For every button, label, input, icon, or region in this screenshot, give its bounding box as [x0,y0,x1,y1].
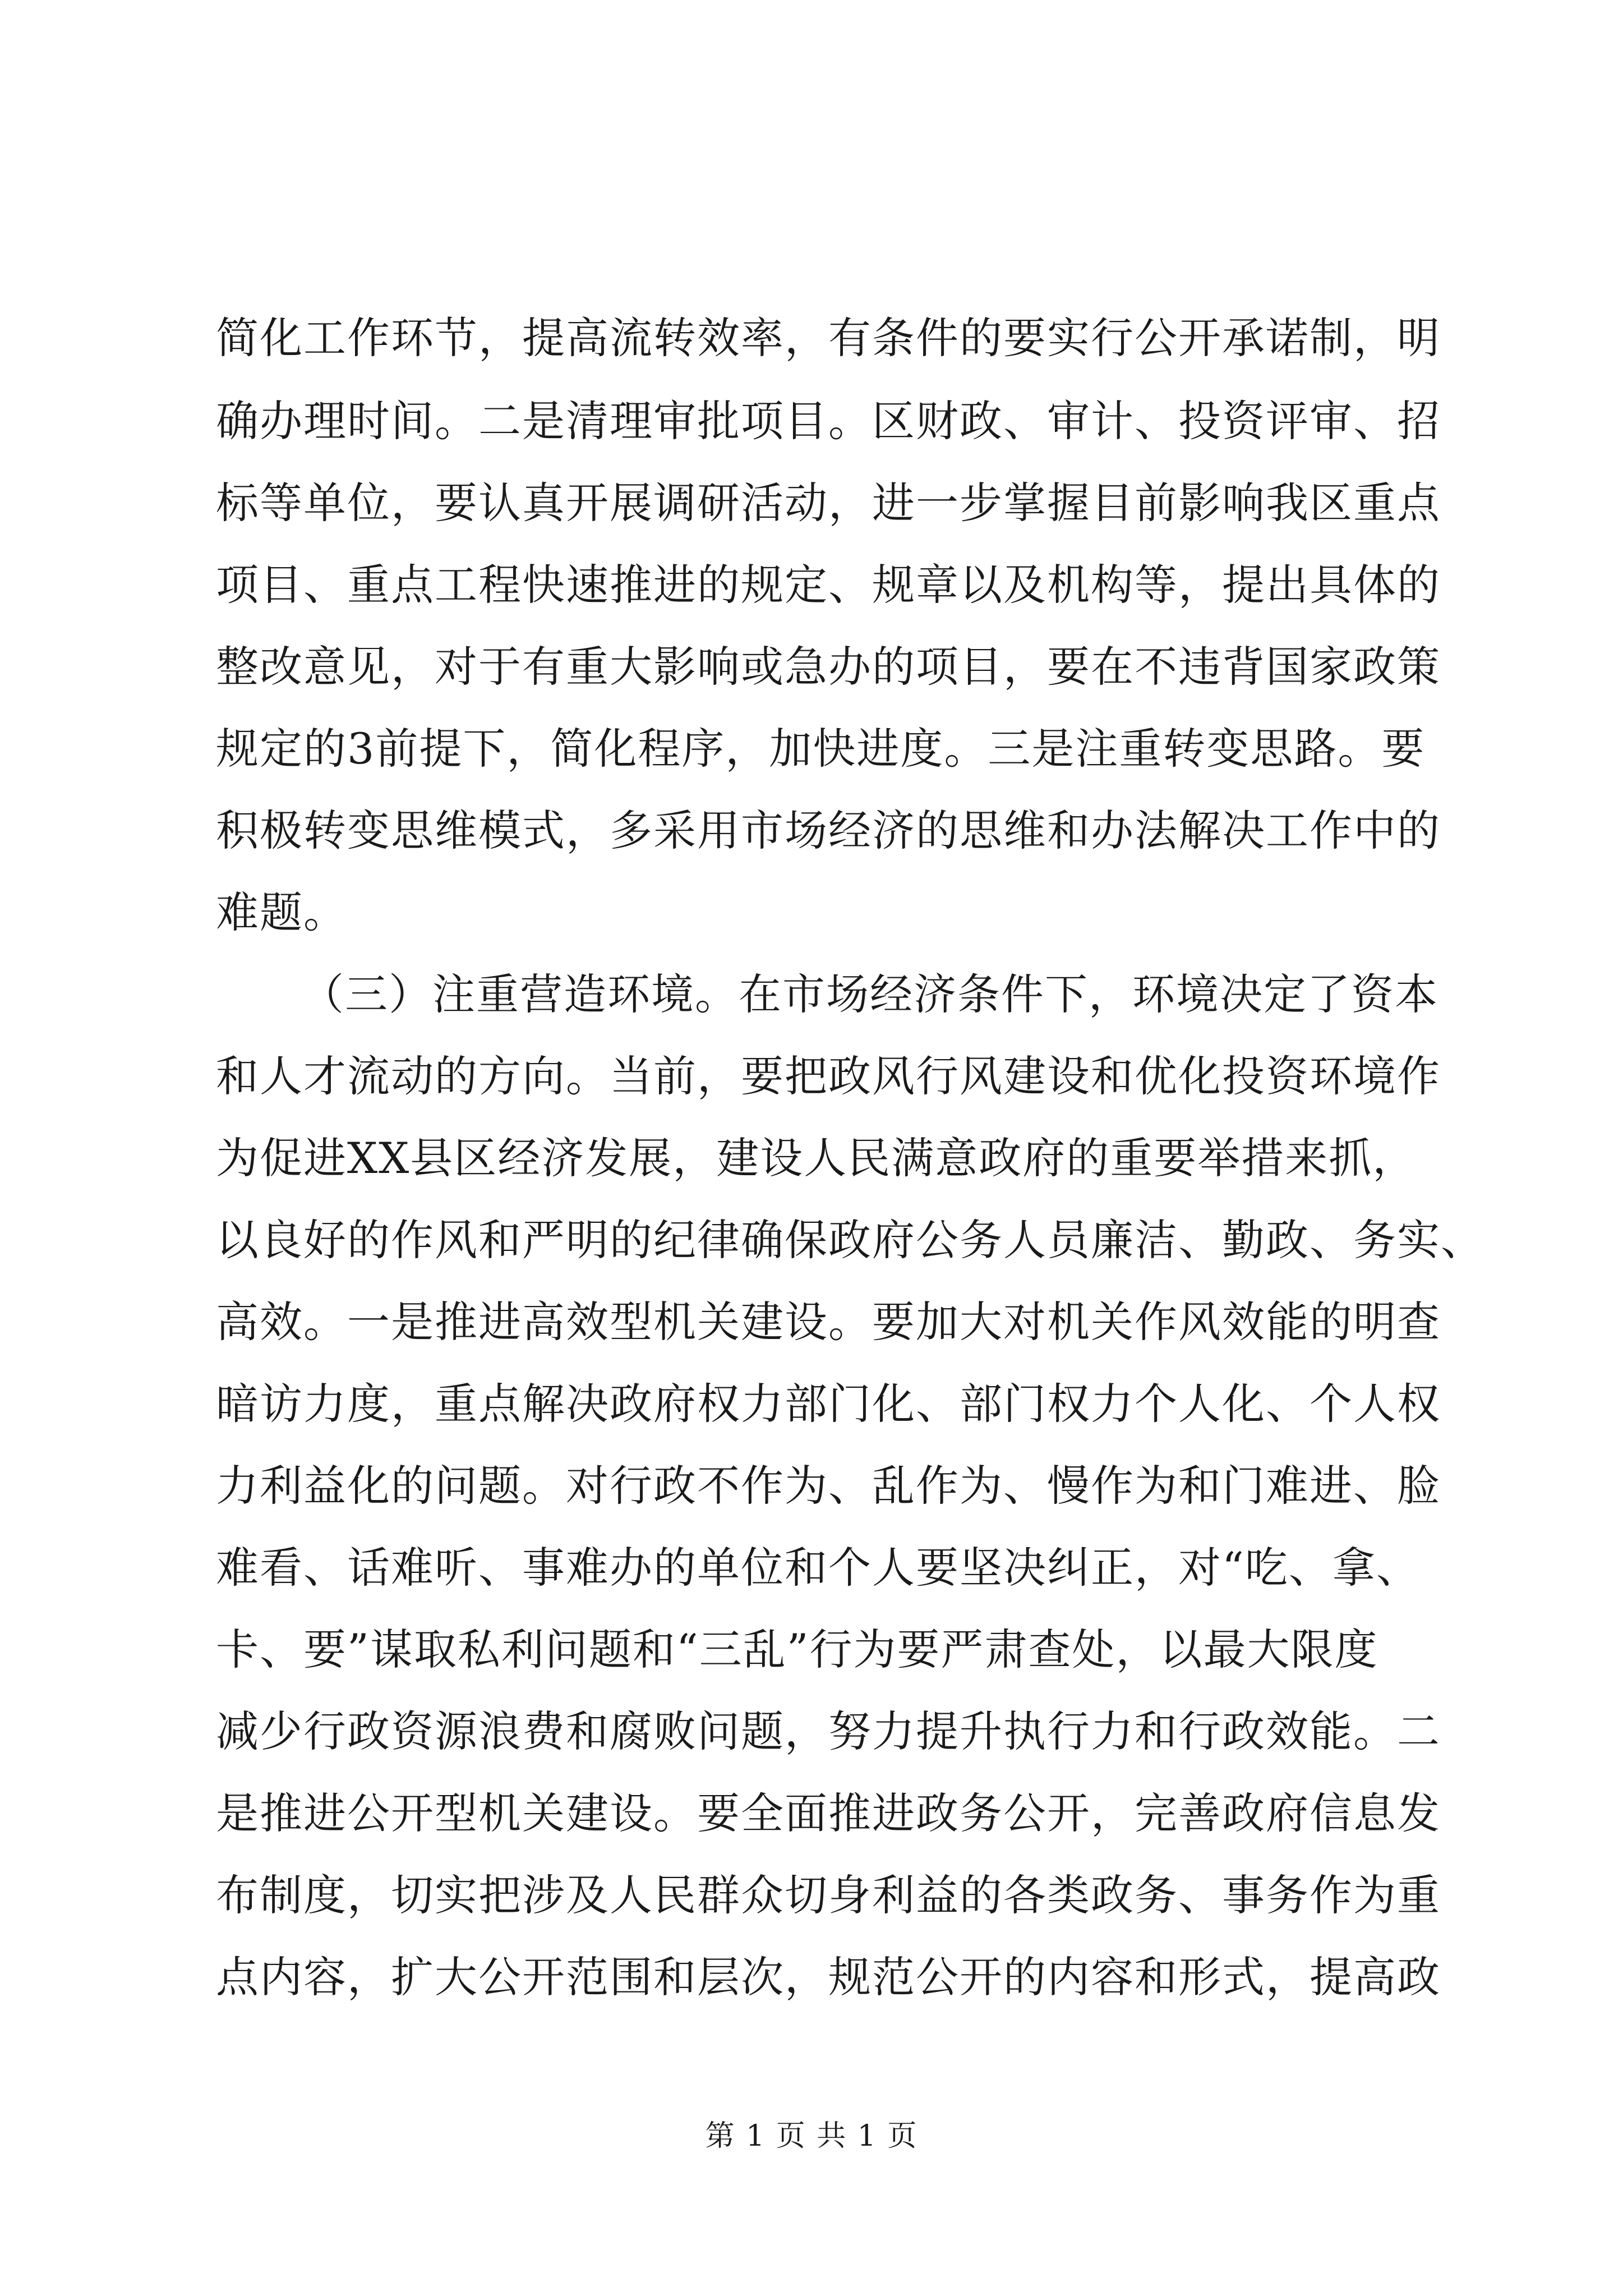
text-line: 和人才流动的方向。当前，要把政风行风建设和优化投资环境作 [216,1051,1441,1101]
text-line: 项目、重点工程快速推进的规定、规章以及机构等，提出具体的 [216,560,1441,610]
text-line: 难题。 [216,887,347,937]
text-line: 卡、要”谋取私利问题和“三乱”行为要严肃查处，以最大限度 [216,1625,1378,1674]
text-line: 点内容，扩大公开范围和层次，规范公开的内容和形式，提高政 [216,1952,1441,2002]
text-line: 规定的3前提下，简化程序，加快进度。三是注重转变思路。要 [216,724,1426,774]
text-line: 标等单位，要认真开展调研活动，进一步掌握目前影响我区重点 [216,478,1441,528]
paragraph-start-line: （三）注重营造环境。在市场经济条件下，环境决定了资本 [301,969,1438,1019]
text-line: 减少行政资源浪费和腐败问题，努力提升执行力和行政效能。二 [216,1706,1441,1756]
text-line: 难看、话难听、事难办的单位和个人要坚决纠正，对“吃、拿、 [216,1543,1420,1593]
text-line: 为促进XX县区经济发展，建设人民满意政府的重要举措来抓， [216,1133,1417,1183]
text-line: 高效。一是推进高效型机关建设。要加大对机关作风效能的明查 [216,1297,1441,1347]
text-line: 简化工作环节，提高流转效率，有条件的要实行公开承诺制，明 [216,313,1441,363]
text-line: 整改意见，对于有重大影响或急办的项目，要在不违背国家政策 [216,642,1441,692]
text-line: 积极转变思维模式，多采用市场经济的思维和办法解决工作中的 [216,806,1441,855]
page-footer: 第 1 页 共 1 页 [705,2119,918,2153]
text-line: 暗访力度，重点解决政府权力部门化、部门权力个人化、个人权 [216,1379,1441,1429]
text-line: 确办理时间。二是清理审批项目。区财政、审计、投资评审、招 [216,396,1441,446]
text-line: 布制度，切实把涉及人民群众切身利益的各类政务、事务作为重 [216,1870,1441,1920]
text-line: 以良好的作风和严明的纪律确保政府公务人员廉洁、勤政、务实、 [216,1215,1484,1265]
text-line: 力利益化的问题。对行政不作为、乱作为、慢作为和门难进、脸 [216,1461,1441,1511]
text-line: 是推进公开型机关建设。要全面推进政务公开，完善政府信息发 [216,1788,1441,1838]
